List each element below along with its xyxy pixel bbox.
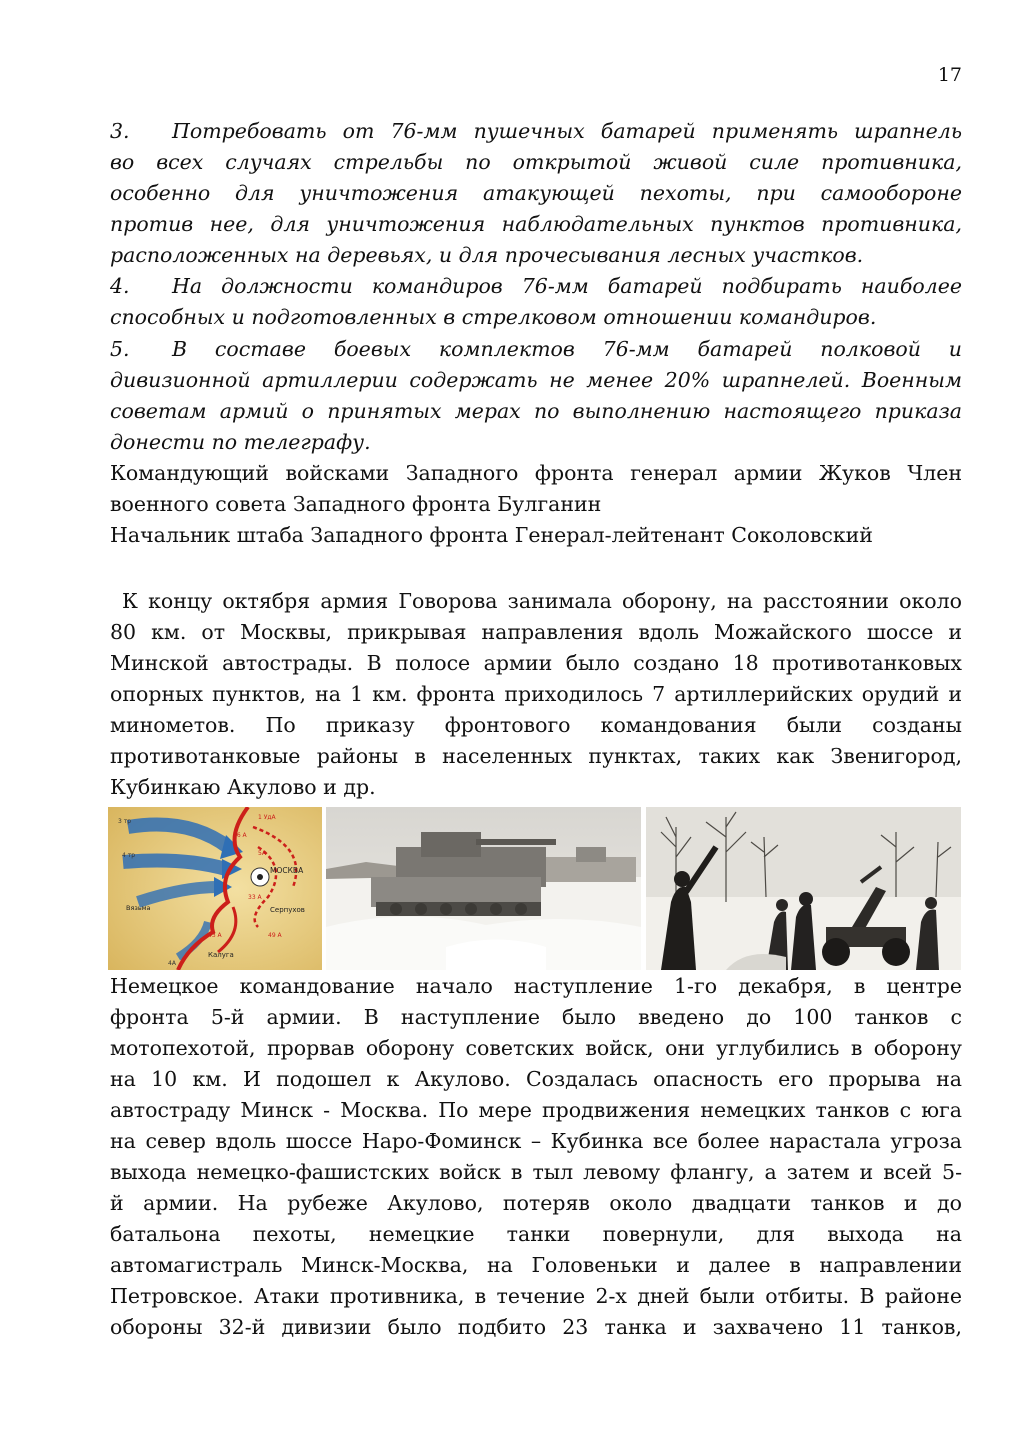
text-line: Немецкое командование начало наступление 1-го декабря, в центре — [110, 974, 962, 998]
map-label: 43 А — [208, 932, 222, 939]
map-label: 4 тр — [122, 852, 136, 859]
order-item-5 — [110, 334, 962, 458]
text-line: фронта 5-й армии. В наступление было введено до 100 танков с — [110, 1005, 962, 1029]
text-line: против нее, для уничтожения наблюдательных пунктов противника, — [110, 212, 962, 236]
map-label: 1 УдА — [258, 814, 276, 821]
tank-photo — [326, 807, 641, 970]
map-label: 49 А — [268, 932, 282, 939]
text-line: донести по телеграфу. — [110, 430, 371, 454]
signature-line: военного совета Западного фронта Булганин — [110, 492, 602, 516]
text-line: советам армий о принятых мерах по выполнению настоящего приказа — [110, 399, 962, 423]
map-label: 16 А — [233, 832, 247, 839]
battle-map-image — [108, 807, 322, 970]
item-number: 5. — [110, 337, 130, 361]
paragraph-german-offensive — [110, 971, 962, 1343]
text-line: расположенных на деревьях, и для прочесывания лесных участков. — [110, 243, 864, 267]
paragraph-defense — [110, 586, 962, 803]
order-item-3 — [110, 116, 962, 271]
item-number: 3. — [110, 119, 130, 143]
signature-line: Командующий войсками Западного фронта генерал армии Жуков Член — [110, 461, 962, 485]
text-line: К концу октября армия Говорова занимала оборону, на расстоянии около — [122, 589, 962, 613]
text-line: способных и подготовленных в стрелковом отношении командиров. — [110, 305, 877, 329]
text-line: На должности командиров 76-мм батарей подбирать наиболее — [172, 274, 962, 298]
map-label: 33 А — [248, 894, 262, 901]
map-label: Вязьма — [126, 904, 151, 912]
text-line: на север вдоль шоссе Наро-Фоминск – Кубинка все более нарастала угроза — [110, 1129, 962, 1153]
text-line: Потребовать от 76-мм пушечных батарей применять шрапнель — [172, 119, 962, 143]
text-line: дивизионной артиллерии содержать не менее 20% шрапнелей. Военным — [110, 368, 962, 392]
text-line: обороны 32-й дивизии было подбито 23 танка и захвачено 11 танков, — [110, 1315, 962, 1339]
text-line: опорных пунктов, на 1 км. фронта приходилось 7 артиллерийских орудий и — [110, 682, 962, 706]
map-label: Серпухов — [270, 906, 305, 914]
map-label: 4А — [168, 960, 176, 967]
map-label: 5А — [258, 850, 266, 857]
order-signatures — [110, 458, 962, 551]
map-label: 3 тр — [118, 818, 132, 825]
text-line: во всех случаях стрельбы по открытой живой силе противника, — [110, 150, 962, 174]
text-line: Кубинкаю Акулово и др. — [110, 775, 376, 799]
order-item-4 — [110, 271, 962, 333]
text-line: В составе боевых комплектов 76-мм батарей полковой и — [172, 337, 962, 361]
text-line: й армии. На рубеже Акулово, потеряв около двадцати танков и до — [110, 1191, 962, 1215]
text-line: 80 км. от Москвы, прикрывая направления вдоль Можайского шоссе и — [110, 620, 962, 644]
text-line: Минской автострады. В полосе армии было создано 18 противотанковых — [110, 651, 962, 675]
text-line: автомагистраль Минск-Москва, на Головеньки и далее в направлении — [110, 1253, 962, 1277]
text-line: батальона пехоты, немецкие танки повернули, для выхода на — [110, 1222, 962, 1246]
item-number: 4. — [110, 274, 130, 298]
text-line: особенно для уничтожения атакующей пехоты, при самообороне — [110, 181, 962, 205]
signature-line: Начальник штаба Западного фронта Генерал-лейтенант Соколовский — [110, 523, 873, 547]
page-number: 17 — [937, 64, 962, 86]
text-line: автостраду Минск - Москва. По мере продвижения немецких танков с юга — [110, 1098, 962, 1122]
text-line: Петровское. Атаки противника, в течение 2-х дней были отбиты. В районе — [110, 1284, 962, 1308]
text-line: мотопехотой, прорвав оборону советских войск, они углубились в оборону — [110, 1036, 962, 1060]
map-label: Калуга — [208, 951, 234, 959]
text-line: на 10 км. И подошел к Акулово. Создалась опасность его прорыва на — [110, 1067, 962, 1091]
text-line: противотанковые районы в населенных пунктах, таких как Звенигород, — [110, 744, 962, 768]
text-line: выхода немецко-фашистских войск в тыл левому флангу, а затем и всей 5- — [110, 1160, 962, 1184]
text-line: минометов. По приказу фронтового командования были созданы — [110, 713, 962, 737]
map-label: МОСКВА — [270, 866, 304, 875]
soldiers-photo — [646, 807, 961, 970]
